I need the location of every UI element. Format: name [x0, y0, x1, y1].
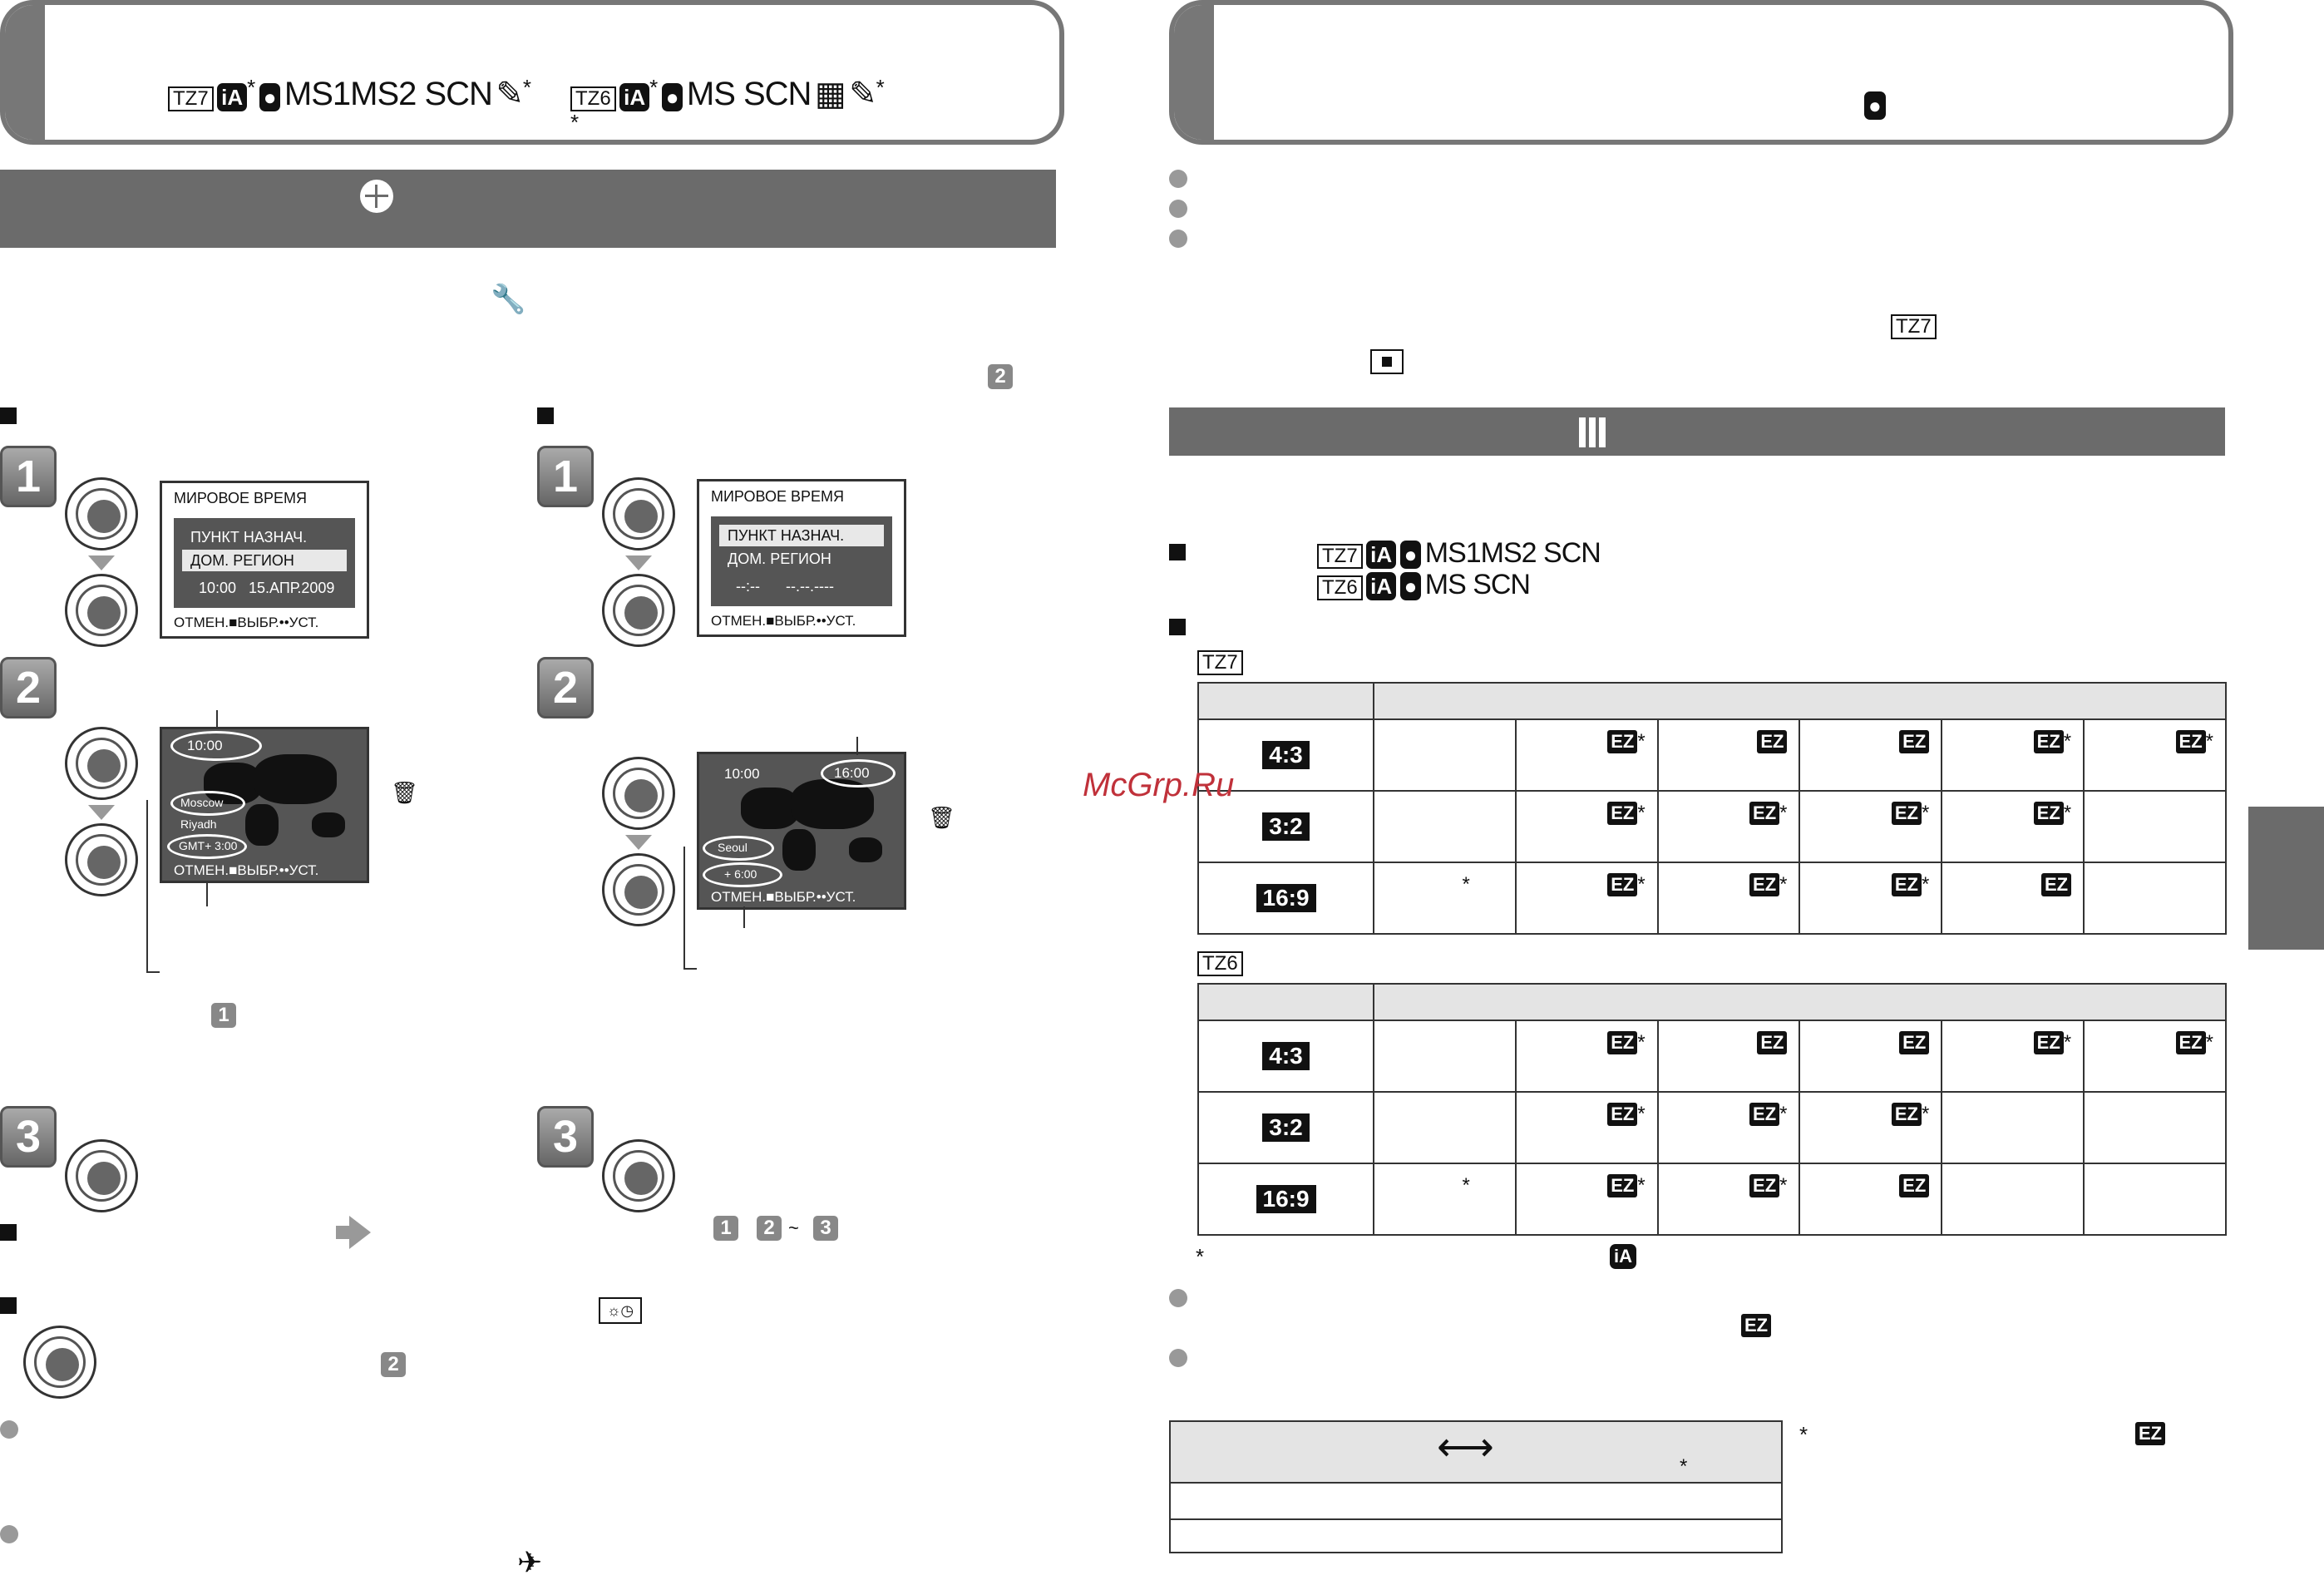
- camera-icon: ●: [1400, 572, 1422, 600]
- dial-button[interactable]: [602, 757, 675, 830]
- world-time-band: [0, 170, 1056, 248]
- step-ref-1: 1: [713, 1216, 738, 1241]
- footnote-star: *: [1921, 802, 1930, 824]
- ia-icon: iA: [619, 83, 649, 111]
- ia-icon: iA: [1610, 1244, 1636, 1269]
- ez-icon: EZ: [1607, 730, 1637, 753]
- footnote-star: *: [2205, 730, 2213, 753]
- ez-icon: EZ: [2034, 730, 2064, 753]
- ez-icon: EZ: [2176, 730, 2206, 753]
- ratio-16-9: 16:9: [1256, 1185, 1316, 1213]
- table-row: [1198, 791, 2226, 862]
- ez-icon: EZ: [1899, 1174, 1929, 1197]
- dest-offset: + 6:00: [724, 867, 757, 881]
- double-arrow-icon: ⟷: [1437, 1425, 1494, 1469]
- tz7-chip: TZ7: [168, 86, 214, 111]
- ez-icon: EZ: [1749, 802, 1779, 825]
- footnote-star: *: [1921, 873, 1930, 896]
- lcd-footer: ОТМЕН.■ВЫБР.••УСТ.: [174, 615, 319, 630]
- footnote-star: *: [1637, 873, 1646, 896]
- globe-icon: [360, 180, 393, 213]
- dial-button[interactable]: [65, 727, 138, 800]
- section-marker: [0, 1224, 17, 1241]
- down-arrow-icon: [88, 805, 115, 820]
- footnote-star: *: [1637, 802, 1646, 824]
- lcd-title: МИРОВОЕ ВРЕМЯ: [174, 490, 307, 506]
- lcd-time: 10:00: [199, 580, 237, 596]
- table-row: [1198, 719, 2226, 791]
- airplane-icon: ✈: [517, 1545, 543, 1579]
- camera-icon: ●: [662, 83, 683, 111]
- footnote-star: *: [2063, 1031, 2072, 1054]
- clipboard-icon: ✎: [849, 76, 876, 112]
- movie-icon: ▦: [814, 76, 846, 112]
- step-ref-2: 2: [381, 1352, 406, 1377]
- clipboard-icon: ✎: [496, 76, 523, 112]
- section-marker: [0, 1297, 17, 1314]
- footnote-star: *: [1779, 802, 1788, 824]
- ez-icon: EZ: [1607, 1103, 1637, 1126]
- ratio-4-3: 4:3: [1262, 1042, 1309, 1070]
- ez-icon: EZ: [1757, 1031, 1787, 1054]
- dial-button[interactable]: [65, 823, 138, 896]
- aspect-grid-icon: [1579, 417, 1609, 447]
- dial-button[interactable]: [602, 853, 675, 926]
- ez-icon: EZ: [2176, 1031, 2206, 1054]
- dial-button[interactable]: [602, 1139, 675, 1212]
- header-tab: [5, 5, 45, 140]
- ratio-3-2: 3:2: [1262, 1113, 1309, 1142]
- ez-icon: EZ: [1607, 873, 1637, 896]
- ez-icon: EZ: [1892, 873, 1922, 896]
- lcd-world-time-menu: МИРОВОЕ ВРЕМЯ ПУНКТ НАЗНАЧ. ДОМ. РЕГИОН --:-- --.--.---- ОТМЕН.■ВЫБР.••УСТ.: [697, 479, 906, 637]
- range-separator: ~: [788, 1217, 799, 1238]
- ia-icon: iA: [1366, 541, 1396, 569]
- ez-icon: EZ: [2041, 873, 2071, 896]
- footnote-star: *: [2205, 1031, 2213, 1054]
- tz6-chip: TZ6: [570, 86, 616, 111]
- trash-icon: 🗑: [928, 805, 956, 830]
- side-tab: [2248, 807, 2324, 950]
- step-1-badge: 1: [537, 446, 594, 507]
- section-marker: [1169, 619, 1186, 635]
- city-seoul: Seoul: [718, 841, 748, 854]
- tz6-mode-row: TZ6 iA * ● MS SCN ▦ ✎*: [570, 75, 885, 113]
- footnote-star: *: [1637, 1103, 1646, 1125]
- tz6-modes: MS SCN: [686, 76, 812, 112]
- watermark: McGrp.Ru: [1083, 767, 1235, 803]
- ez-icon: EZ: [1741, 1314, 1771, 1337]
- ia-icon: iA: [217, 83, 247, 111]
- ez-icon: EZ: [1899, 1031, 1929, 1054]
- world-map-screen: 10:00 16:00 Seoul + 6:00 ОТМЕН.■ВЫБР.••УСТ.: [697, 752, 906, 910]
- step-ref-1: 1: [211, 1003, 236, 1028]
- section-marker: [537, 407, 554, 424]
- wrench-icon: 🔧: [491, 284, 526, 315]
- city-riyadh: Riyadh: [180, 817, 217, 831]
- header-tab: [1174, 5, 1214, 140]
- footnote-star: *: [1779, 1103, 1788, 1125]
- home-time: 10:00: [187, 738, 223, 753]
- tz7-table-label: TZ7: [1197, 650, 1243, 675]
- ez-icon: EZ: [1749, 873, 1779, 896]
- ez-icon: EZ: [1607, 1031, 1637, 1054]
- ia-icon: iA: [1366, 572, 1396, 600]
- camera-icon: ●: [259, 83, 281, 111]
- footnote-star: *: [1799, 1422, 1808, 1447]
- dial-button[interactable]: [65, 574, 138, 647]
- table-row: 16:9 * EZ * EZ * EZ: [1198, 1163, 2226, 1235]
- ez-icon: EZ: [1899, 730, 1929, 753]
- dial-button[interactable]: [65, 477, 138, 551]
- camera-icon: ●: [1864, 91, 1886, 120]
- footnote-star: *: [2063, 730, 2072, 753]
- table-row: 16:9 * EZ * EZ * EZ * EZ: [1198, 862, 2226, 934]
- footnote-star: *: [1779, 1174, 1788, 1197]
- single-frame-icon: [1370, 349, 1404, 374]
- down-arrow-icon: [625, 835, 652, 850]
- ratio-3-2: 3:2: [1262, 812, 1309, 841]
- menu-item-home[interactable]: ДОМ. РЕГИОН: [182, 550, 347, 571]
- tz6-aspect-table: [1197, 983, 2227, 1236]
- tz6-table-label: TZ6: [1197, 951, 1243, 976]
- step-ref-3: 3: [813, 1216, 838, 1241]
- ez-icon: EZ: [1607, 802, 1637, 825]
- step-1-badge: 1: [0, 446, 57, 507]
- dest-time: 16:00: [834, 765, 870, 781]
- bottom-table: ⟷ *: [1169, 1420, 1783, 1553]
- city-moscow: Moscow: [180, 796, 224, 809]
- dial-button[interactable]: [602, 574, 675, 647]
- footnote-star: *: [1637, 730, 1646, 753]
- footnote-star: *: [1637, 1174, 1646, 1197]
- step-ref-2: 2: [757, 1216, 782, 1241]
- section-marker: [0, 407, 17, 424]
- camera-icon: ●: [1400, 541, 1422, 569]
- aspect-band: [1169, 407, 2225, 456]
- tz7-mode-row: TZ7 iA ● MS1MS2 SCN: [1317, 537, 1601, 570]
- footnote-star: *: [1921, 1103, 1930, 1125]
- ez-icon: EZ: [1757, 730, 1787, 753]
- dial-button[interactable]: [602, 477, 675, 551]
- down-arrow-icon: [625, 555, 652, 570]
- menu-item-destination[interactable]: ПУНКТ НАЗНАЧ.: [719, 525, 884, 546]
- ez-icon: EZ: [2135, 1422, 2165, 1445]
- step-ref-2: 2: [988, 364, 1013, 389]
- ratio-4-3: 4:3: [1262, 741, 1309, 769]
- lcd-world-time-menu: [160, 481, 369, 639]
- tz7-mode-row: TZ7 iA * ● MS1MS2 SCN ✎*: [168, 75, 531, 113]
- map-footer: ОТМЕН.■ВЫБР.••УСТ.: [174, 862, 319, 878]
- footnote-star: *: [2063, 802, 2072, 824]
- step-3-badge: 3: [537, 1106, 594, 1168]
- footnote-star: *: [1196, 1244, 1205, 1269]
- step-3-badge: 3: [0, 1106, 57, 1168]
- lcd-date: 15.АПР.2009: [249, 580, 335, 596]
- section-marker: [1169, 544, 1186, 560]
- gmt-offset: GMT+ 3:00: [179, 839, 238, 852]
- world-map-screen: [160, 727, 369, 883]
- ez-icon: EZ: [1892, 802, 1922, 825]
- ez-icon: EZ: [1749, 1103, 1779, 1126]
- right-header-box: [1169, 0, 2233, 145]
- trash-icon: 🗑: [391, 780, 419, 805]
- down-arrow-icon: [88, 555, 115, 570]
- dst-icon: ☼◷: [599, 1297, 642, 1324]
- step-2-badge: 2: [537, 657, 594, 718]
- dial-button[interactable]: [23, 1326, 96, 1399]
- tz7-chip: TZ7: [1891, 314, 1937, 339]
- table-row: [1198, 1020, 2226, 1092]
- footnote-star: *: [1779, 873, 1788, 896]
- ez-icon: EZ: [2034, 1031, 2064, 1054]
- dial-button[interactable]: [65, 1139, 138, 1212]
- left-header-box: [0, 0, 1064, 145]
- ez-icon: EZ: [2034, 802, 2064, 825]
- footnote-star: *: [570, 110, 580, 135]
- tz6-mode-row: TZ6 iA ● MS SCN: [1317, 569, 1530, 601]
- menu-item-home[interactable]: ДОМ. РЕГИОН: [728, 551, 831, 567]
- ez-icon: EZ: [1749, 1174, 1779, 1197]
- footnote-star: *: [1637, 1031, 1646, 1054]
- table-row: [1198, 1092, 2226, 1163]
- ratio-16-9: 16:9: [1256, 884, 1316, 912]
- tz7-modes: MS1MS2 SCN: [284, 76, 492, 112]
- menu-item-destination[interactable]: ПУНКТ НАЗНАЧ.: [190, 529, 308, 546]
- tz7-aspect-table: [1197, 682, 2227, 935]
- ez-icon: EZ: [1607, 1174, 1637, 1197]
- ez-icon: EZ: [1892, 1103, 1922, 1126]
- step-2-badge: 2: [0, 657, 57, 718]
